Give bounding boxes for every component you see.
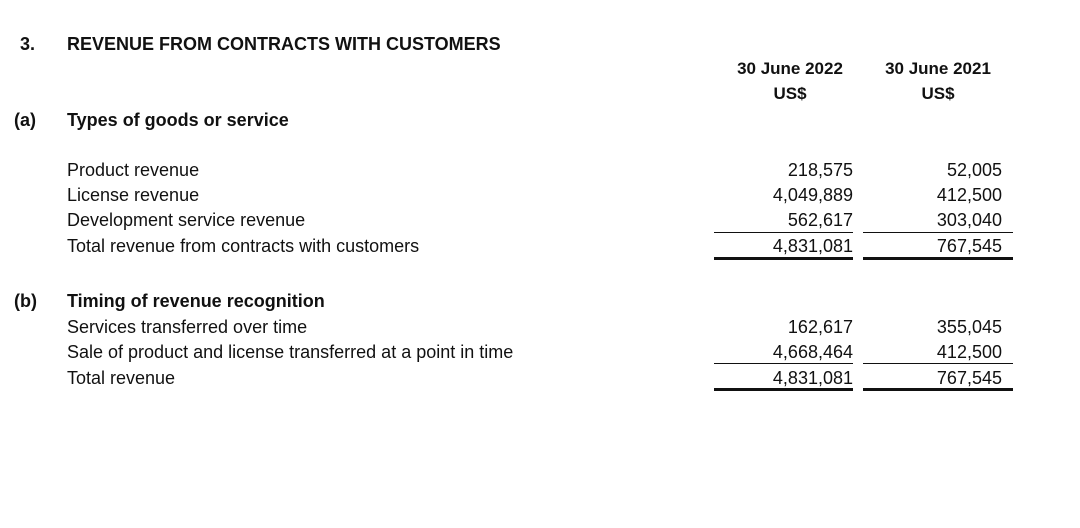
total-row-label: Total revenue xyxy=(67,368,176,388)
column-header-2022-currency: US$ xyxy=(773,84,807,103)
row-label: Sale of product and license transferred at a point in time xyxy=(67,342,514,362)
column-header-2022-period: 30 June 2022 xyxy=(737,59,843,78)
column-header-2021-period: 30 June 2021 xyxy=(885,59,991,78)
total-value-2022: 4,831,081 xyxy=(772,368,853,388)
note-title: REVENUE FROM CONTRACTS WITH CUSTOMERS xyxy=(67,34,501,54)
section-a-marker: (a) xyxy=(14,110,36,130)
subtotal-rule xyxy=(714,232,853,233)
value-2021: 52,005 xyxy=(946,160,1002,180)
value-2022: 562,617 xyxy=(787,210,853,230)
total-value-2021: 767,545 xyxy=(936,236,1002,256)
column-header-2021-currency: US$ xyxy=(921,84,955,103)
total-rule xyxy=(714,388,853,391)
subtotal-rule xyxy=(714,363,853,364)
value-2021: 412,500 xyxy=(936,185,1002,205)
row-label: Development service revenue xyxy=(67,210,306,230)
value-2021: 412,500 xyxy=(936,342,1002,362)
total-rule xyxy=(863,388,1013,391)
total-rule xyxy=(863,257,1013,260)
subtotal-rule xyxy=(863,363,1013,364)
total-rule xyxy=(714,257,853,260)
section-b-marker: (b) xyxy=(14,291,37,311)
note-number: 3. xyxy=(20,34,36,54)
row-label: License revenue xyxy=(67,185,200,205)
row-label: Product revenue xyxy=(67,160,200,180)
subtotal-rule xyxy=(863,232,1013,233)
value-2022: 4,668,464 xyxy=(772,342,853,362)
section-b-heading: Timing of revenue recognition xyxy=(67,291,325,311)
value-2022: 4,049,889 xyxy=(772,185,853,205)
value-2022: 218,575 xyxy=(787,160,853,180)
total-value-2021: 767,545 xyxy=(936,368,1002,388)
value-2021: 355,045 xyxy=(936,317,1002,337)
total-row-label: Total revenue from contracts with customers xyxy=(67,236,420,256)
total-value-2022: 4,831,081 xyxy=(772,236,853,256)
row-label: Services transferred over time xyxy=(67,317,308,337)
value-2022: 162,617 xyxy=(787,317,853,337)
section-a-heading: Types of goods or service xyxy=(67,110,289,130)
value-2021: 303,040 xyxy=(936,210,1002,230)
